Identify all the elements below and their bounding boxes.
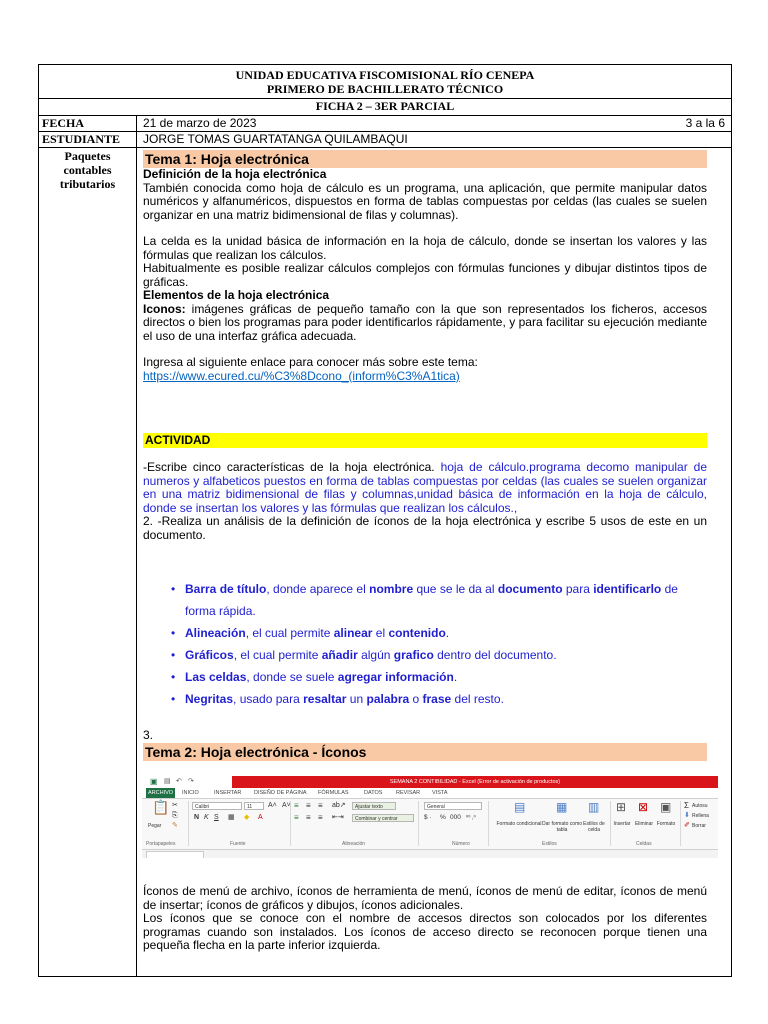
use-keyword: agregar información [337,670,454,684]
topic2-paragraph-2: Los íconos que se conoce con el nombre de accesos directos son colocados por los diferentes programas cuando son instalados. Los íconos de acceso directo se reconocen porque tienen una pequeña flecha en la parte inferior izquierda. [143,911,707,952]
answer-1-text: hoja de cálculo.programa decomo manipular de numeros y alfabeticos puestos en forma de tablas compuestas por celdas (las cuales se suelen organizar en una matriz bidimensional de filas y columnas,unidad básica de información en la hoja de cálculo, donde se insertan los valores y las fórmulas que realizan los cálculos., [143,460,707,515]
use-text: algún [357,648,394,662]
underline-icon: S [214,814,219,821]
number-format-field[interactable]: General [424,802,482,810]
use-keyword: Barra de título [185,582,267,596]
use-item [143,688,709,710]
school-name: UNIDAD EDUCATIVA FISCOMISIONAL RÍO CENEPA [235,68,535,82]
use-text: . [453,670,458,684]
question-3: 3. [143,728,154,742]
tab-archivo[interactable]: ARCHIVO [148,790,174,796]
group-styles: Estilos [542,841,557,847]
bold-icon: N [194,814,200,821]
bullet-icon: • [171,670,176,684]
topic1-title: Tema 1: Hoja electrónica [143,150,707,168]
column-divider [136,115,137,976]
decimal-icon: ⁰⁰ ,⁰ [466,815,476,821]
clear-label[interactable]: Borrar [692,823,706,829]
align-bottom-icon: ≡ [318,801,323,810]
percent-icon: % [440,814,446,821]
format-cells-label[interactable]: Formato [656,821,676,827]
use-text: , usado para [233,692,304,706]
use-keyword: grafico [393,648,434,662]
redo-icon: ↷ [188,778,194,785]
fill-label[interactable]: Rellena [692,813,709,819]
group-number: Número [452,841,470,847]
use-keyword: documento [497,582,563,596]
definition-heading: Definición de la hoja electrónica [143,167,327,181]
elements-heading: Elementos de la hoja electrónica [143,288,330,302]
sheet-title: FICHA 2 – 3ER PARCIAL [315,99,455,113]
use-keyword: resaltar [303,692,347,706]
use-keyword: Negritas [185,692,234,706]
table-format-icon: ▦ [556,800,568,814]
tab-datos[interactable]: DATOS [364,790,383,796]
topic2-paragraph-1: Íconos de menú de archivo, íconos de herramienta de menú, íconos de menú de editar, íconos de menú de insertar; íconos de gráficos y dibujos, íconos adicionales. [143,884,707,912]
use-text: de forma rápida. [185,582,678,618]
usual-text: Habitualmente es posible realizar cálculos complejos con fórmulas funciones y dibujar distintos tipos de gráficas. [143,261,707,289]
font-name-field[interactable]: Calibri [192,802,242,810]
bullet-icon: • [171,626,176,640]
name-box[interactable] [146,851,204,858]
conditional-format-label[interactable]: Formato condicional [496,821,542,827]
tab-inicio[interactable]: INICIO [182,790,199,796]
italic-icon: K [204,814,209,821]
use-keyword: palabra [366,692,410,706]
group-separator [188,801,189,846]
conditional-format-icon: ▤ [514,800,526,814]
align-middle-icon: ≡ [306,801,311,810]
group-clipboard: Portapapeles [146,841,176,847]
topic2-title: Tema 2: Hoja electrónica - Íconos [143,743,707,761]
excel-icon: ▣ [150,777,158,786]
paste-icon: 📋 [152,799,170,815]
student-value: JORGE TOMAS GUARTATANGA QUILAMBAQUI [143,132,408,146]
use-keyword: añadir [321,648,358,662]
tab-revisar[interactable]: REVISAR [396,790,421,796]
save-icon: ▤ [164,778,171,785]
ribbon-tabs [142,788,718,798]
paste-label[interactable]: Pegar [148,823,162,829]
use-keyword: Las celdas [185,670,247,684]
icons-paragraph [143,303,707,344]
question-1-text: -Escribe cinco características de la hoja electrónica. [143,460,435,474]
delete-cells-label[interactable]: Eliminar [634,821,654,827]
grade-name: PRIMERO DE BACHILLERATO TÉCNICO [266,82,504,96]
divider [39,147,731,148]
link-intro: Ingresa al siguiente enlace para conocer más sobre este tema: [143,355,478,369]
use-keyword: nombre [369,582,414,596]
use-text: dentro del documento. [433,648,557,662]
use-keyword: Alineación [185,626,246,640]
use-text: que se le da al [413,582,498,596]
question-2: 2. -Realiza un análisis de la definición de íconos de la hoja electrónica y escribe 5 usos de este en un documento. [143,514,707,542]
group-separator [290,801,291,846]
group-separator [680,801,681,846]
align-right-icon: ≡ [318,813,323,822]
icons-text: imágenes gráficas de pequeño tamaño con la que son representados los ficheros, accesos directos o bien los programas para poder identificarlos rápidamente, y para facilitar su ejecución mediante el uso de una interfaz gráfica adecuada. [143,301,707,343]
accounting-icon: $ · [424,814,432,821]
use-item [143,666,709,688]
format-painter-icon: ✎ [172,822,178,829]
insert-cells-icon: ⊞ [616,800,627,814]
group-separator [488,801,489,846]
topic2-text [143,885,707,953]
use-keyword: alinear [333,626,373,640]
table-format-label[interactable]: Dar formato como tabla [542,821,583,833]
topic1-section [143,150,707,383]
ribbon-title: SEMANA 2 CONTIBILIDAD - Excel (Error de activación de productos) [232,776,718,788]
use-item [143,622,709,644]
uses-list [143,578,709,710]
fill-color-icon: ◆ [244,814,250,821]
use-text: , el cual permite [245,626,334,640]
tab-vista[interactable]: VISTA [432,790,448,796]
date-extra: 3 a la 6 [685,116,725,130]
group-separator [418,801,419,846]
bullet-icon: • [171,692,176,706]
topic2-section [143,729,707,761]
format-cells-icon: ▣ [660,800,672,814]
use-keyword: contenido [388,626,446,640]
undo-icon: ↶ [176,778,182,785]
ribbon-body [142,798,718,850]
activity-section [143,433,707,542]
tab-insertar[interactable]: INSERTAR [214,790,242,796]
use-text: , donde aparece el [266,582,370,596]
delete-cells-icon: ⊠ [638,800,649,814]
use-text: del resto. [451,692,504,706]
shrink-font-icon: A˅ [282,802,291,809]
activity-title: ACTIVIDAD [143,433,707,448]
group-font: Fuente [230,841,246,847]
wrap-text-button[interactable]: Ajustar texto [352,802,396,810]
icons-label: Iconos: [143,301,186,316]
bullet-icon: • [171,582,176,596]
cell-styles-icon: ▥ [588,800,600,814]
align-top-icon: ≡ [294,801,299,810]
excel-ribbon-image [142,776,718,858]
bullet-icon: • [171,648,176,662]
date-value: 21 de marzo de 2023 [143,116,257,130]
use-text: . [445,626,450,640]
use-item [143,644,709,666]
align-center-icon: ≡ [306,813,311,822]
use-text: para [562,582,594,596]
use-keyword: identificarlo [593,582,662,596]
indent-icon: ⇤⇥ [332,814,344,821]
use-text: el [372,626,389,640]
student-label: ESTUDIANTE [42,132,121,146]
group-cells: Celdas [636,841,652,847]
use-text: , donde se suele [246,670,338,684]
use-text: , el cual permite [233,648,322,662]
comma-icon: 000 [450,814,461,821]
uses-section [143,578,709,710]
autosum-icon: Σ [684,801,689,810]
cell-styles-label[interactable]: Estilos de celda [583,821,605,833]
tab-formulas[interactable]: FÓRMULAS [318,790,349,796]
grow-font-icon: A˄ [268,802,277,809]
definition-text: También conocida como hoja de cálculo es un programa, una aplicación, que permite manipular datos numéricos y alfanuméricos, dispuestos en forma de tablas compuestas por celdas (las cuales se suelen organizar en una matriz bidimensional de filas y columnas). [143,180,707,222]
use-item [143,578,709,622]
ecured-link[interactable]: https://www.ecured.cu/%C3%8Dcono_(inform%C3%A1tica) [143,368,460,383]
autosum-label[interactable]: Autosu [692,803,708,809]
use-keyword: frase [422,692,452,706]
use-text: o [409,692,423,706]
clear-icon: ✐ [684,822,690,829]
font-size-field[interactable]: 11 [244,802,264,810]
font-color-icon: A [258,814,263,821]
cut-icon: ✂ [172,802,178,809]
date-label: FECHA [42,116,84,130]
group-alignment: Alineación [342,841,366,847]
fill-icon: ⬇ [684,812,690,819]
use-text: un [346,692,367,706]
cell-text: La celda es la unidad básica de información en la hoja de cálculo, donde se insertan los valores y las fórmulas que realizan los cálculos. [143,234,707,262]
use-keyword: Gráficos [185,648,234,662]
question-1 [143,461,707,515]
orientation-icon: ab↗ [332,802,346,809]
tab-diseno[interactable]: DISEÑO DE PÁGINA [254,790,307,796]
align-left-icon: ≡ [294,813,299,822]
subject-label: Paquetes contables tributarios [59,149,116,191]
merge-center-button[interactable]: Combinar y centrar [352,814,414,822]
borders-icon: ▦ [228,814,235,821]
copy-icon: ⎘ [172,812,178,819]
insert-cells-label[interactable]: Insertar [613,821,631,827]
